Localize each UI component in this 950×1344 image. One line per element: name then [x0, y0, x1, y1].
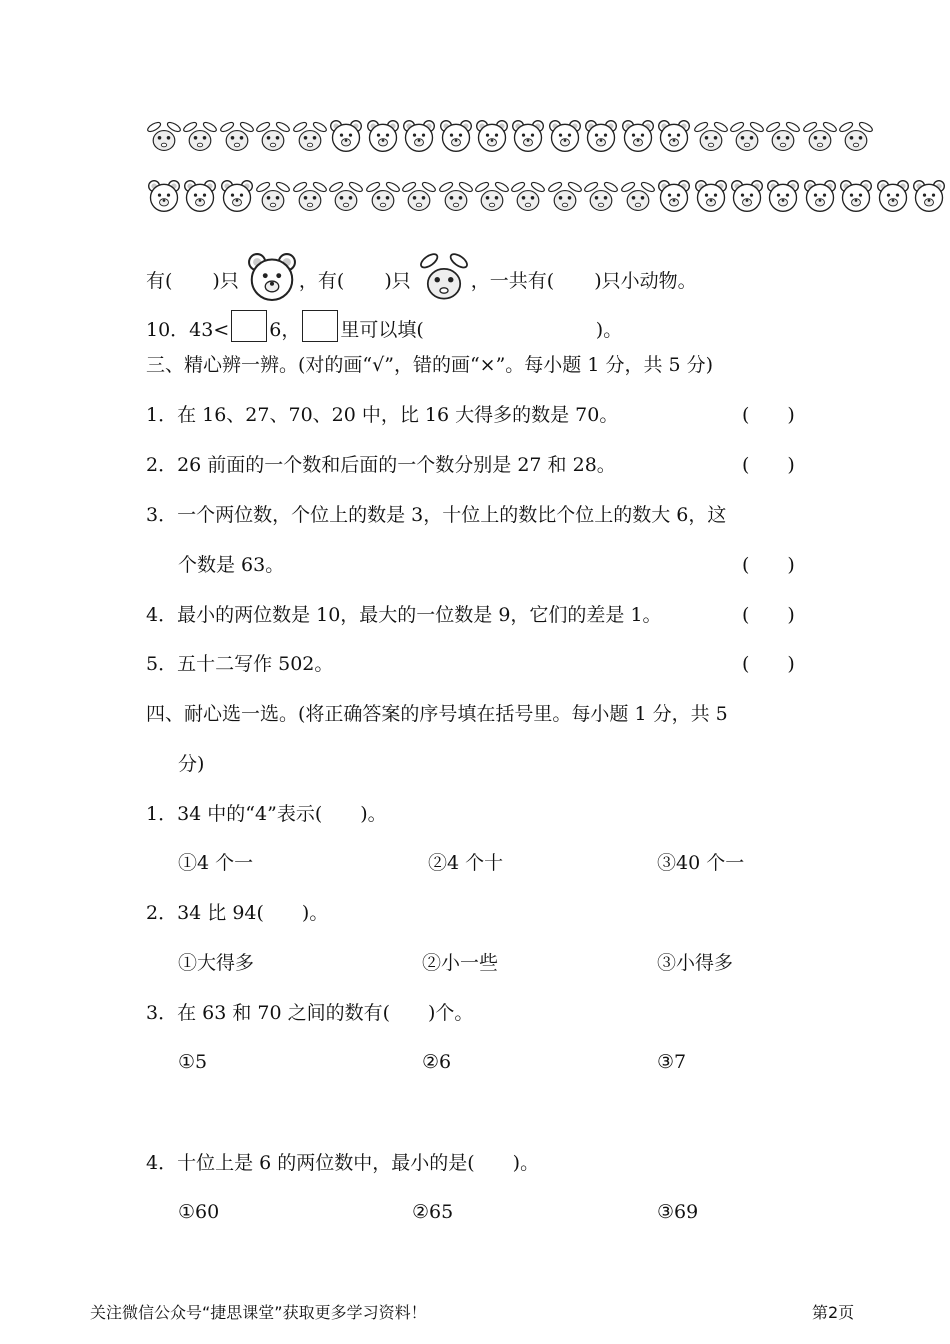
- bear-icon: [656, 178, 692, 214]
- rabbit-icon: [474, 178, 510, 214]
- choice-question-4: 4．十位上是 6 的两位数中，最小的是( )。: [146, 1152, 540, 1174]
- rabbit-icon: [219, 118, 255, 154]
- question-10: [146, 310, 622, 343]
- q9-part3: ，有(: [298, 270, 345, 292]
- option-a[interactable]: ①60: [178, 1201, 220, 1223]
- bear-icon: [838, 178, 874, 214]
- rabbit-icon: [802, 118, 838, 154]
- section-4-title-cont: 分): [178, 753, 205, 775]
- bear-icon: [219, 178, 255, 214]
- bear-icon: [547, 118, 583, 154]
- rabbit-icon: [365, 178, 401, 214]
- rabbit-icon: [729, 118, 765, 154]
- page-number: 第2页: [812, 1303, 855, 1322]
- rabbit-icon: [620, 178, 656, 214]
- bear-icon: [365, 118, 401, 154]
- bear-icon: [729, 178, 765, 214]
- q10-end: )。: [595, 319, 623, 341]
- option-b[interactable]: ②65: [412, 1201, 454, 1223]
- rabbit-icon: [401, 178, 437, 214]
- bear-icon: [583, 118, 619, 154]
- bear-icon: [146, 178, 182, 214]
- answer-paren[interactable]: ( ): [742, 604, 795, 626]
- judge-item-4: 4．最小的两位数是 10，最大的一位数是 9，它们的差是 1。: [146, 604, 662, 626]
- bear-icon: [693, 178, 729, 214]
- rabbit-icon: [583, 178, 619, 214]
- q9-part4: )只: [384, 270, 411, 292]
- rabbit-icon: [292, 118, 328, 154]
- judge-item-2: 2．26 前面的一个数和后面的一个数分别是 27 和 28。: [146, 454, 616, 476]
- choice-question-1: 1．34 中的“4”表示( )。: [146, 803, 387, 825]
- bear-icon: [656, 118, 692, 154]
- rabbit-icon: [547, 178, 583, 214]
- answer-paren[interactable]: ( ): [742, 404, 795, 426]
- option-c[interactable]: ③7: [657, 1051, 687, 1073]
- answer-box[interactable]: [231, 310, 267, 342]
- bear-icon: [765, 178, 801, 214]
- option-c[interactable]: ③小得多: [657, 952, 734, 974]
- animal-row-2: [146, 178, 948, 214]
- rabbit-icon: [328, 178, 364, 214]
- q10-mid: 6，: [269, 319, 301, 341]
- rabbit-icon: [255, 178, 291, 214]
- answer-box[interactable]: [302, 310, 338, 342]
- rabbit-icon: [292, 178, 328, 214]
- rabbit-icon: [438, 178, 474, 214]
- option-a[interactable]: ①4 个一: [178, 852, 254, 874]
- bear-icon: [245, 250, 299, 314]
- bear-icon: [328, 118, 364, 154]
- question-9-line: [146, 250, 697, 314]
- answer-paren[interactable]: ( ): [742, 653, 795, 675]
- animal-row-1: [146, 118, 875, 154]
- option-c[interactable]: ③40 个一: [657, 852, 745, 874]
- judge-item-1: 1．在 16、27、70、20 中，比 16 大得多的数是 70。: [146, 404, 619, 426]
- rabbit-icon: [417, 250, 471, 314]
- rabbit-icon: [510, 178, 546, 214]
- option-a[interactable]: ①大得多: [178, 952, 255, 974]
- bear-icon: [474, 118, 510, 154]
- q10-prefix: 10．43<: [146, 319, 230, 341]
- bear-icon: [182, 178, 218, 214]
- q9-part2: )只: [212, 270, 239, 292]
- rabbit-icon: [838, 118, 874, 154]
- bear-icon: [438, 118, 474, 154]
- judge-item-3: 3．一个两位数，个位上的数是 3，十位上的数比个位上的数大 6，这: [146, 504, 727, 526]
- rabbit-icon: [765, 118, 801, 154]
- bear-icon: [911, 178, 947, 214]
- bear-icon: [620, 118, 656, 154]
- q9-part5: ，一共有(: [470, 270, 555, 292]
- judge-item-5: 5．五十二写作 502。: [146, 653, 334, 675]
- bear-icon: [875, 178, 911, 214]
- option-b[interactable]: ②6: [422, 1051, 452, 1073]
- option-b[interactable]: ②4 个十: [428, 852, 504, 874]
- bear-icon: [802, 178, 838, 214]
- q9-part6: )只小动物。: [594, 270, 697, 292]
- bear-icon: [401, 118, 437, 154]
- choice-question-2: 2．34 比 94( )。: [146, 902, 329, 924]
- footer-promo: 关注微信公众号“捷思课堂”获取更多学习资料！: [90, 1303, 427, 1322]
- choice-question-3: 3．在 63 和 70 之间的数有( )个。: [146, 1002, 474, 1024]
- judge-item-3-cont: 个数是 63。: [178, 554, 285, 576]
- q10-suffix: 里可以填(: [340, 319, 424, 341]
- q9-part1: 有(: [146, 270, 173, 292]
- bear-icon: [510, 118, 546, 154]
- rabbit-icon: [182, 118, 218, 154]
- answer-paren[interactable]: ( ): [742, 454, 795, 476]
- section-4-title: 四、耐心选一选。(将正确答案的序号填在括号里。每小题 1 分，共 5: [146, 703, 728, 725]
- answer-paren[interactable]: ( ): [742, 554, 795, 576]
- section-3-title: 三、精心辨一辨。(对的画“√”，错的画“×”。每小题 1 分，共 5 分): [146, 354, 714, 376]
- rabbit-icon: [693, 118, 729, 154]
- option-b[interactable]: ②小一些: [422, 952, 499, 974]
- rabbit-icon: [255, 118, 291, 154]
- option-a[interactable]: ①5: [178, 1051, 208, 1073]
- option-c[interactable]: ③69: [657, 1201, 699, 1223]
- rabbit-icon: [146, 118, 182, 154]
